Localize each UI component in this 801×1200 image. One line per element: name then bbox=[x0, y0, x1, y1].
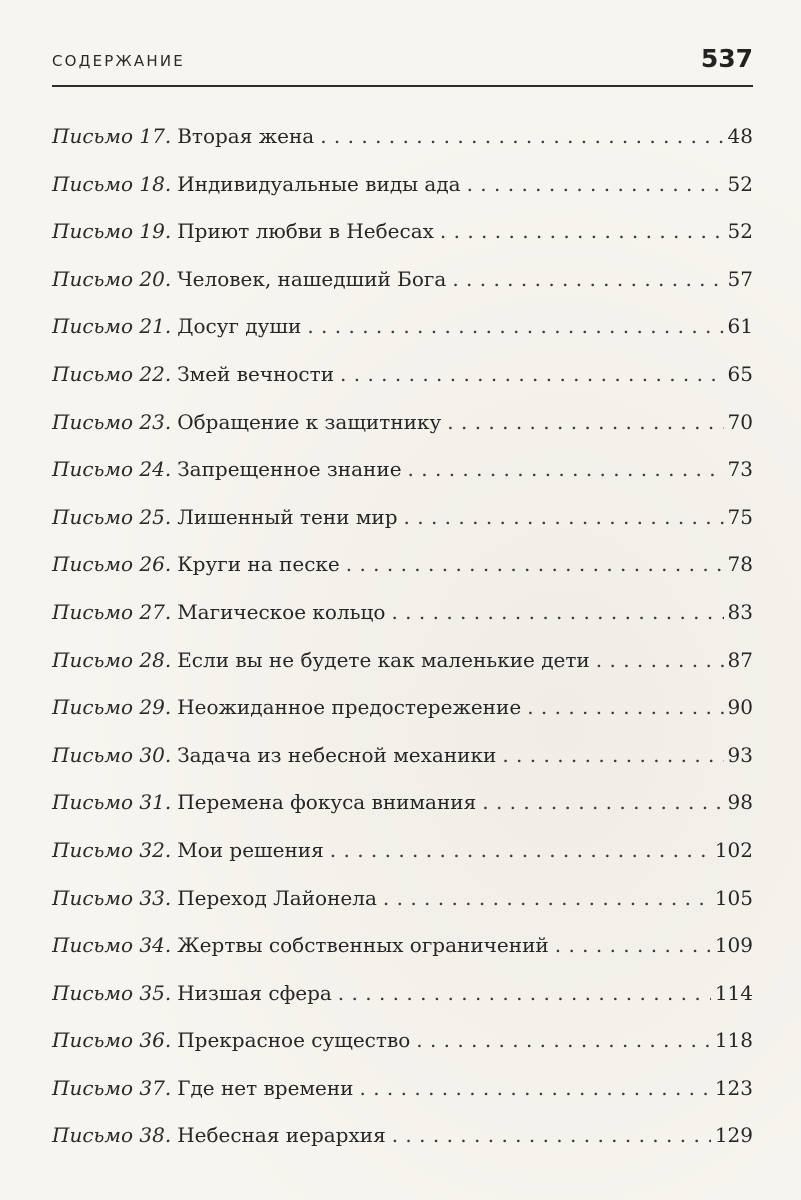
toc-entry bbox=[52, 208, 753, 256]
toc-entry-page: 129 bbox=[714, 1123, 753, 1148]
toc-entry-page: 93 bbox=[727, 742, 753, 767]
running-head-title: СОДЕРЖАНИЕ bbox=[52, 52, 185, 70]
page-number: 537 bbox=[700, 44, 753, 73]
toc-dot-leader bbox=[527, 684, 723, 732]
toc-entry bbox=[52, 875, 753, 923]
toc-entry-label: Письмо 29. bbox=[52, 695, 172, 720]
toc-entry-title: Низшая сфера bbox=[177, 980, 332, 1005]
toc-entry bbox=[52, 1017, 753, 1065]
toc-dot-leader bbox=[596, 637, 724, 685]
toc-entry-page: 114 bbox=[714, 980, 753, 1005]
toc-entry bbox=[52, 303, 753, 351]
toc-dot-leader bbox=[340, 351, 724, 399]
toc-entry-label: Письмо 33. bbox=[52, 885, 172, 910]
toc-dot-leader bbox=[346, 541, 724, 589]
toc-dot-leader bbox=[360, 1065, 711, 1113]
toc-dot-leader bbox=[482, 779, 723, 827]
toc-entry-page: 118 bbox=[714, 1028, 753, 1053]
toc-entry-label: Письмо 21. bbox=[52, 314, 172, 339]
toc-entry-page: 90 bbox=[727, 695, 753, 720]
toc-entry-page: 87 bbox=[727, 647, 753, 672]
running-head bbox=[52, 44, 753, 84]
toc-dot-leader bbox=[330, 827, 711, 875]
toc-entry-page: 52 bbox=[727, 171, 753, 196]
toc-dot-leader bbox=[391, 589, 723, 637]
toc-entry-label: Письмо 35. bbox=[52, 980, 172, 1005]
toc-entry bbox=[52, 684, 753, 732]
toc-entry-page: 123 bbox=[714, 1075, 753, 1100]
toc-entry-title: Обращение к защитнику bbox=[177, 409, 442, 434]
toc-entry-label: Письмо 22. bbox=[52, 361, 172, 386]
toc-entry-title: Мои решения bbox=[177, 837, 324, 862]
toc-entry bbox=[52, 351, 753, 399]
toc-entry-title: Индивидуальные виды ада bbox=[177, 171, 461, 196]
toc-entry-label: Письмо 31. bbox=[52, 790, 172, 815]
toc-entry-page: 105 bbox=[714, 885, 753, 910]
toc-entry-label: Письмо 30. bbox=[52, 742, 172, 767]
toc-entry-page: 83 bbox=[727, 599, 753, 624]
toc-entry-page: 61 bbox=[727, 314, 753, 339]
toc-dot-leader bbox=[452, 256, 723, 304]
toc-dot-leader bbox=[307, 303, 723, 351]
toc-entry-title: Небесная иерархия bbox=[177, 1123, 386, 1148]
table-of-contents bbox=[52, 113, 753, 1160]
toc-entry bbox=[52, 1112, 753, 1160]
toc-entry-label: Письмо 28. bbox=[52, 647, 172, 672]
toc-entry-page: 70 bbox=[727, 409, 753, 434]
toc-dot-leader bbox=[440, 208, 724, 256]
toc-entry-title: Круги на песке bbox=[177, 552, 340, 577]
toc-entry-title: Запрещенное знание bbox=[177, 457, 402, 482]
toc-entry bbox=[52, 494, 753, 542]
toc-dot-leader bbox=[467, 161, 724, 209]
toc-entry-page: 48 bbox=[727, 124, 753, 148]
header-rule bbox=[52, 85, 753, 87]
toc-entry-title: Переход Лайонела bbox=[177, 885, 377, 910]
toc-entry-title: Досуг души bbox=[177, 314, 302, 339]
toc-dot-leader bbox=[447, 399, 723, 447]
toc-entry bbox=[52, 446, 753, 494]
toc-entry-label: Письмо 38. bbox=[52, 1123, 172, 1148]
toc-entry bbox=[52, 827, 753, 875]
toc-dot-leader bbox=[404, 494, 724, 542]
toc-dot-leader bbox=[338, 970, 711, 1018]
toc-entry bbox=[52, 1065, 753, 1113]
toc-entry-page: 109 bbox=[714, 933, 753, 958]
toc-entry-label: Письмо 26. bbox=[52, 552, 172, 577]
toc-entry-label: Письмо 27. bbox=[52, 599, 172, 624]
toc-entry bbox=[52, 161, 753, 209]
toc-entry-label: Письмо 34. bbox=[52, 933, 172, 958]
toc-entry-label: Письмо 37. bbox=[52, 1075, 172, 1100]
toc-entry bbox=[52, 113, 753, 161]
toc-entry-title: Человек, нашедший Бога bbox=[177, 266, 447, 291]
toc-dot-leader bbox=[502, 732, 723, 780]
toc-entry-label: Письмо 24. bbox=[52, 457, 172, 482]
toc-entry-title: Неожиданное предостережение bbox=[177, 695, 522, 720]
toc-dot-leader bbox=[392, 1112, 711, 1160]
toc-entry-label: Письмо 32. bbox=[52, 837, 172, 862]
toc-entry-title: Где нет времени bbox=[177, 1075, 354, 1100]
toc-entry-title: Жертвы собственных ограничений bbox=[177, 933, 549, 958]
toc-entry-label: Письмо 17. bbox=[52, 124, 172, 148]
toc-entry-page: 57 bbox=[727, 266, 753, 291]
toc-entry bbox=[52, 732, 753, 780]
toc-entry bbox=[52, 637, 753, 685]
toc-entry-page: 73 bbox=[727, 457, 753, 482]
toc-dot-leader bbox=[383, 875, 711, 923]
toc-entry-label: Письмо 23. bbox=[52, 409, 172, 434]
toc-dot-leader bbox=[320, 113, 723, 161]
toc-entry-page: 78 bbox=[727, 552, 753, 577]
toc-dot-leader bbox=[408, 446, 724, 494]
toc-entry bbox=[52, 970, 753, 1018]
toc-entry-title: Приют любви в Небесах bbox=[177, 219, 434, 244]
toc-entry-title: Прекрасное существо bbox=[177, 1028, 411, 1053]
toc-entry-page: 65 bbox=[727, 361, 753, 386]
toc-dot-leader bbox=[416, 1017, 711, 1065]
toc-entry-title: Если вы не будете как маленькие дети bbox=[177, 647, 590, 672]
toc-entry-title: Задача из небесной механики bbox=[177, 742, 497, 767]
toc-entry-title: Вторая жена bbox=[177, 124, 315, 148]
toc-entry-label: Письмо 20. bbox=[52, 266, 172, 291]
toc-entry-title: Магическое кольцо bbox=[177, 599, 386, 624]
toc-entry bbox=[52, 589, 753, 637]
toc-entry bbox=[52, 256, 753, 304]
toc-entry-label: Письмо 36. bbox=[52, 1028, 172, 1053]
toc-entry bbox=[52, 922, 753, 970]
toc-entry-label: Письмо 18. bbox=[52, 171, 172, 196]
toc-entry bbox=[52, 541, 753, 589]
toc-entry-page: 102 bbox=[714, 837, 753, 862]
toc-entry bbox=[52, 399, 753, 447]
toc-entry-page: 75 bbox=[727, 504, 753, 529]
toc-entry-page: 98 bbox=[727, 790, 753, 815]
toc-entry-label: Письмо 19. bbox=[52, 219, 172, 244]
toc-entry-title: Лишенный тени мир bbox=[177, 504, 398, 529]
toc-dot-leader bbox=[555, 922, 711, 970]
toc-entry-label: Письмо 25. bbox=[52, 504, 172, 529]
toc-entry bbox=[52, 779, 753, 827]
toc-entry-page: 52 bbox=[727, 219, 753, 244]
toc-entry-title: Змей вечности bbox=[177, 361, 335, 386]
toc-entry-title: Перемена фокуса внимания bbox=[177, 790, 477, 815]
